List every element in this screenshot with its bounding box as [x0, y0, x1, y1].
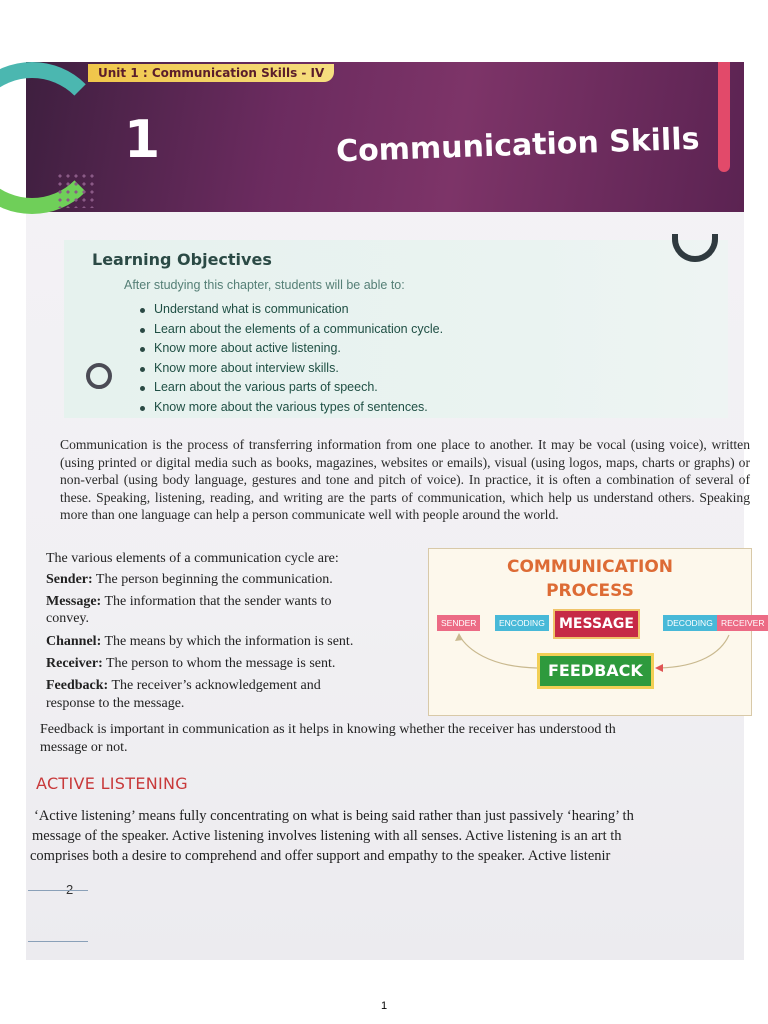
decorative-ring-icon [86, 363, 112, 389]
decoding-label: DECODING [663, 615, 717, 631]
objectives-intro: After studying this chapter, students will be able to: [124, 278, 405, 292]
receiver-to-feedback-arrow [659, 635, 729, 668]
term: Channel: [46, 634, 102, 649]
message-label: MESSAGE [553, 609, 640, 639]
active-listening-line1: ‘Active listening’ means fully concentrating on what is being said rather than just passively ‘hearing’ th [34, 808, 634, 824]
definition: The person to whom the message is sent. [105, 656, 336, 671]
learning-objectives-box [64, 240, 728, 418]
decorative-bar [718, 62, 730, 172]
objective-item: Know more about interview skills. [140, 359, 443, 379]
objective-item: Know more about the various types of sentences. [140, 398, 443, 418]
receiver-label: RECEIVER [717, 615, 768, 631]
objective-item: Know more about active listening. [140, 339, 443, 359]
term: Feedback: [46, 678, 109, 693]
element-feedback-cont: response to the message. [46, 696, 185, 711]
decorative-hook [672, 234, 718, 262]
element-sender [46, 572, 333, 588]
page-number: 2 [66, 882, 74, 897]
decorative-dots [56, 172, 96, 208]
book-page-photo [26, 62, 765, 960]
active-listening-line2: message of the speaker. Active listening involves listening with all senses. Active listening is an art th [32, 828, 622, 844]
communication-process-diagram [428, 548, 765, 716]
arrowhead-icon [455, 633, 463, 641]
unit-label: Unit 1 : Communication Skills - IV [88, 64, 334, 82]
term: Sender: [46, 572, 93, 587]
element-channel [46, 634, 353, 650]
decorative-circuit [28, 890, 88, 942]
element-message-cont: convey. [46, 611, 90, 626]
sender-label: SENDER [437, 615, 480, 631]
feedback-to-sender-arrow [459, 635, 537, 668]
chapter-title: Communication Skills [335, 121, 700, 170]
objective-item: Learn about the elements of a communication cycle. [140, 320, 443, 340]
process-title-line2: PROCESS [546, 581, 634, 601]
term: Receiver: [46, 656, 103, 671]
element-feedback [46, 678, 321, 694]
objectives-list [140, 300, 443, 418]
definition: The person beginning the communication. [95, 572, 333, 587]
chapter-banner [26, 62, 744, 212]
intro-paragraph: Communication is the process of transferring information from one place to another. It may be vocal (using voice), written (using printed or digital media such as books, magazines, websites or emails), visual (using logos, maps, charts or graphs) or non-verbal (using body language, gestures and tone and pitch of voice). In practice, it is often a combination of several of these. Speaking, listening, reading, and writing are the parts of communication, which help us understand others. Speaking more than one language can help a person communicate well with people around the world. [60, 437, 750, 523]
definition: The receiver’s acknowledgement and [111, 678, 321, 693]
objectives-title: Learning Objectives [92, 250, 272, 269]
feedback-label: FEEDBACK [537, 653, 654, 689]
term: Message: [46, 594, 102, 609]
feedback-note-line2: message or not. [40, 740, 128, 755]
arrowhead-icon [655, 664, 663, 672]
definition: The means by which the information is sent. [104, 634, 354, 649]
process-title [429, 555, 751, 603]
active-listening-heading: ACTIVE LISTENING [36, 774, 188, 793]
pdf-page-number: 1 [380, 1000, 388, 1012]
chapter-number: 1 [124, 110, 161, 170]
elements-lead: The various elements of a communication cycle are: [46, 551, 339, 566]
element-message [46, 594, 332, 610]
active-listening-line3: comprises both a desire to comprehend and offer support and empathy to the speaker. Active listenir [30, 848, 611, 864]
feedback-note-line1: Feedback is important in communication as it helps in knowing whether the receiver has understood th [40, 722, 616, 737]
encoding-label: ENCODING [495, 615, 549, 631]
objective-item: Learn about the various parts of speech. [140, 378, 443, 398]
element-receiver [46, 656, 335, 672]
process-title-line1: COMMUNICATION [506, 557, 674, 577]
definition: The information that the sender wants to [104, 594, 332, 609]
objective-item: Understand what is communication [140, 300, 443, 320]
